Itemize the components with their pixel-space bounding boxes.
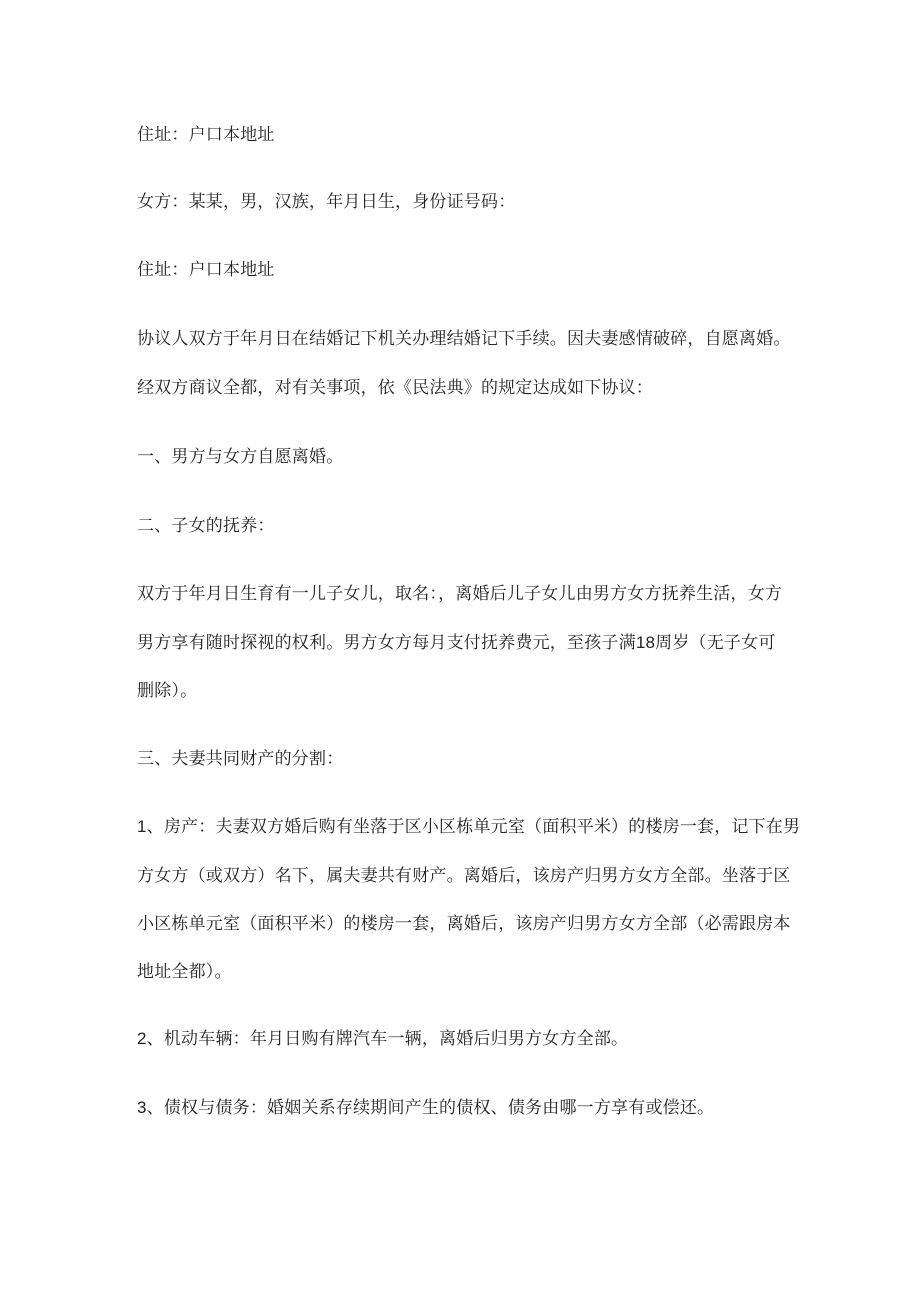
custody-paragraph-line-3: 删除）。	[137, 681, 198, 701]
property-item-number-2: 2	[137, 1029, 147, 1048]
female-party-line: 女方：某某，男，汉族，年月日生，身份证号码：	[137, 192, 516, 212]
custody-text-b: 周岁（无子女可	[655, 633, 776, 653]
clause-1-heading: 一、男方与女方自愿离婚。	[137, 447, 344, 467]
property-paragraph-line-1	[137, 816, 800, 838]
property-item-number-3: 3	[137, 1098, 147, 1117]
property-paragraph-line-3: 小区栋单元室（面积平米）的楼房一套，离婚后，该房产归男方女方全部（必需跟房本	[137, 914, 791, 934]
property-item-number-1: 1	[137, 817, 147, 836]
property-item-text-2: 、机动车辆：年月日购有牌汽车一辆，离婚后归男方女方全部。	[146, 1029, 629, 1049]
property-item-text-1: 、房产：夫妻双方婚后购有坐落于区小区栋单元室（面积平米）的楼房一套，记下在男	[146, 817, 801, 837]
debt-line	[137, 1097, 714, 1119]
clause-3-heading: 三、夫妻共同财产的分割：	[137, 749, 344, 769]
property-paragraph-line-4: 地址全都）。	[137, 962, 232, 982]
address-line-1: 住址：户口本地址	[137, 125, 275, 145]
property-item-text-3: 、债权与债务：婚姻关系存续期间产生的债权、债务由哪一方享有或偿还。	[146, 1098, 715, 1118]
property-paragraph-line-2: 方女方（或双方）名下，属夫妻共有财产。离婚后，该房产归男方女方全部。坐落于区	[137, 866, 791, 886]
agreement-intro-line-2: 经双方商议全都，对有关事项，依《民法典》的规定达成如下协议：	[137, 378, 653, 398]
clause-2-heading: 二、子女的抚养：	[137, 516, 275, 536]
agreement-intro-line-1: 协议人双方于年月日在结婚记下机关办理结婚记下手续。因夫妻感情破碎，自愿离婚。	[137, 329, 791, 349]
vehicle-line	[137, 1028, 628, 1050]
custody-age-number: 18	[635, 633, 656, 652]
custody-paragraph-line-1: 双方于年月日生育有一儿子女儿，取名：，离婚后儿子女儿由男方女方抚养生活，女方	[137, 584, 783, 604]
custody-text-a: 男方享有随时探视的权利。男方女方每月支付抚养费元，至孩子满	[137, 633, 636, 653]
custody-paragraph-line-2	[137, 632, 776, 654]
address-line-2: 住址：户口本地址	[137, 260, 275, 280]
